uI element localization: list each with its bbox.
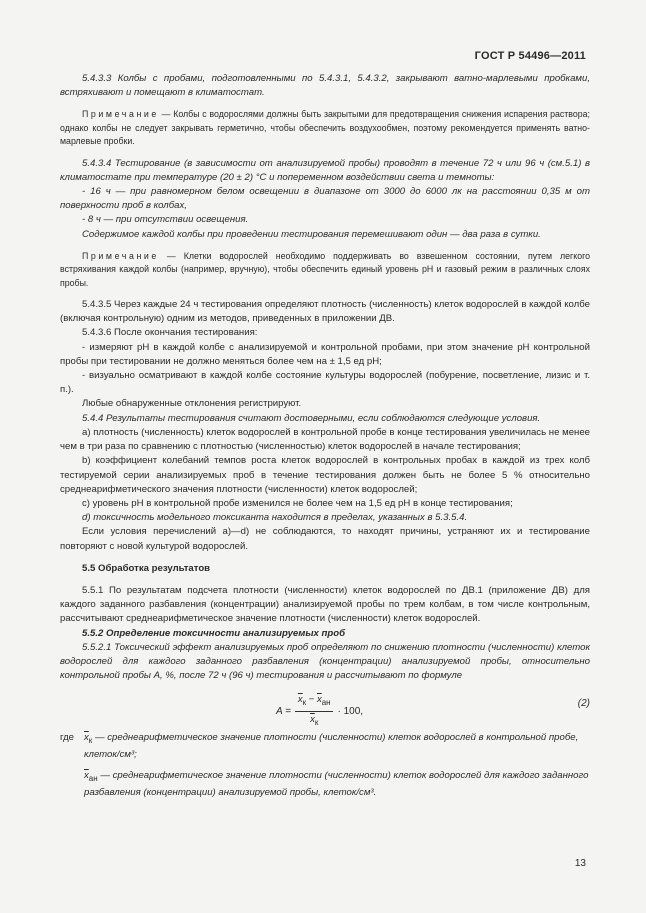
condition-c: c) уровень рН в контрольной пробе изменился не более чем на 1,5 ед рН в конце тестирования; <box>82 497 513 509</box>
condition-a: а) плотность (численность) клеток водорослей в контрольной пробе в конце тестирования увеличилась не менее чем в три раза по сравнению с плотностью (численностью) клеток водорослей в начале тестирования; <box>60 426 590 453</box>
bullet-ph: - измеряют рН в каждой колбе с анализируемой и контрольной пробами, при этом значение рН контрольной пробы при тестировании не должно меняться более чем на ± 1,5 ед рН; <box>60 341 590 367</box>
paragraph-5-4-3-6: 5.4.3.6 После окончания тестирования: <box>82 327 258 339</box>
formula-lhs: A = <box>276 705 291 717</box>
paragraph-5-5-1: 5.5.1 По результатам подсчета плотности (численности) клеток водорослей по ДВ.1 (приложение ДВ) для каждого заданного разбавления (концентрации) анализируемой пробы по трем колбам, в том числе контрольным, рассчитывают среднеарифметическое значение плотности (численности) клеток водорослей. <box>60 584 590 625</box>
formula-multiplier: · 100, <box>337 705 364 717</box>
formula-number: (2) <box>577 698 590 710</box>
formula-denominator: $\overline{x}_к$ <box>310 714 319 728</box>
paragraph-conditions-fail: Если условия перечислений а)—d) не соблюдаются, то находят причины, устраняют их и тестирование повторяют с новой культурой водорослей. <box>60 526 590 552</box>
formula-numerator: $\overline{x}_к - \overline{x}_{ан}$ <box>295 693 334 712</box>
paragraph-5-4-3-4: 5.4.3.4 Тестирование (в зависимости от анализируемой пробы) проводят в течение 72 ч или 96 ч (см.5.1) в климатостате при температуре (20 ± 2) °С и попеременном воздействии света и темноты: <box>60 157 590 183</box>
paragraph-deviations: Любые обнаруженные отклонения регистрируют. <box>82 398 302 410</box>
formula-body <box>276 693 363 730</box>
note-1: Примечание — Колбы с водорослями должны быть закрытыми для предотвращения снижения испарения раствора; однако колбы не следует закрывать герметично, чтобы обеспечить воздухообмен, поэтому рекомендуется применять ватно-марлевые пробки. <box>60 109 590 147</box>
bullet-visual: - визуально осматривают в каждой колбе состояние культуры водорослей (побурение, посветление, лизис и т. п.). <box>60 370 590 396</box>
condition-d: d) токсичность модельного токсиканта находится в пределах, указанных в 5.3.5.4. <box>82 512 468 524</box>
standard-header: ГОСТ Р 54496—2011 <box>474 50 586 62</box>
formula-fraction <box>295 693 334 730</box>
section-heading-5-5-2: 5.5.2 Определение токсичности анализируемых проб <box>82 627 346 639</box>
paragraph-5-4-3-3: 5.4.3.3 Колбы с пробами, подготовленными по 5.4.3.1, 5.4.3.2, закрывают ватно-марлевыми пробками, встряхивают и помещают в климатостат. <box>60 73 590 99</box>
page-number: 13 <box>574 858 586 869</box>
note-2: Примечание — Клетки водорослей необходимо поддерживать во взвешенном состоянии, путем легкого встряхивания каждой колбы (например, вручную), чтобы обеспечить единый уровень рН и газовый режим в различных слоях пробы. <box>60 250 590 288</box>
paragraph-5-5-2-1: 5.5.2.1 Токсический эффект анализируемых проб определяют по снижению плотности (численности) клеток водорослей для каждого заданного разбавления (концентрации) анализируемой пробы, относительно контрольной пробы А, %, после 72 ч (96 ч) тестирования и рассчитывают по формуле <box>60 641 590 682</box>
note-label: Примечание <box>82 109 159 120</box>
bullet-light: - 16 ч — при равномерном белом освещении в диапазоне от 3000 до 6000 лк на расстоянии 0,35 м от поверхности проб в колбах, <box>60 186 590 212</box>
where-label: где <box>60 732 75 744</box>
paragraph-5-4-4: 5.4.4 Результаты тестирования считают достоверными, если соблюдаются следующие условия. <box>82 412 541 424</box>
bullet-dark: - 8 ч — при отсутствии освещения. <box>82 214 249 226</box>
condition-b: b) коэффициент колебаний темпов роста клеток водорослей в контрольных пробах в каждой из трех колб тестируемой серии анализируемых проб в течение тестирования должен быть не более 5 % относительно среднеарифметического значения плотности (численности) клеток водорослей; <box>60 455 590 495</box>
note-label: Примечание <box>82 250 159 261</box>
paragraph-5-4-3-5: 5.4.3.5 Через каждые 24 ч тестирования определяют плотность (численность) клеток водорослей в каждой колбе (включая контрольную) одним из методов, приведенных в приложении ДВ. <box>60 299 590 325</box>
paragraph-mixing: Содержимое каждой колбы при проведении тестирования перемешивают один — два раза в сутки. <box>82 228 541 240</box>
where-definition-1: где $\overline{x}_к$ — среднеарифметическое значение плотности (численности) клеток водорослей в контрольной пробе, клеток/см³; <box>60 731 590 762</box>
document-body <box>60 72 590 800</box>
formula-2 <box>60 689 590 728</box>
section-heading-5-5: 5.5 Обработка результатов <box>82 562 211 574</box>
where-definition-2: $\overline{x}_{ан}$ — среднеарифметическое значение плотности (численности) клеток водорослей для каждого заданного разбавления (концентрации) анализируемой пробы, клеток/см³. <box>84 769 589 798</box>
